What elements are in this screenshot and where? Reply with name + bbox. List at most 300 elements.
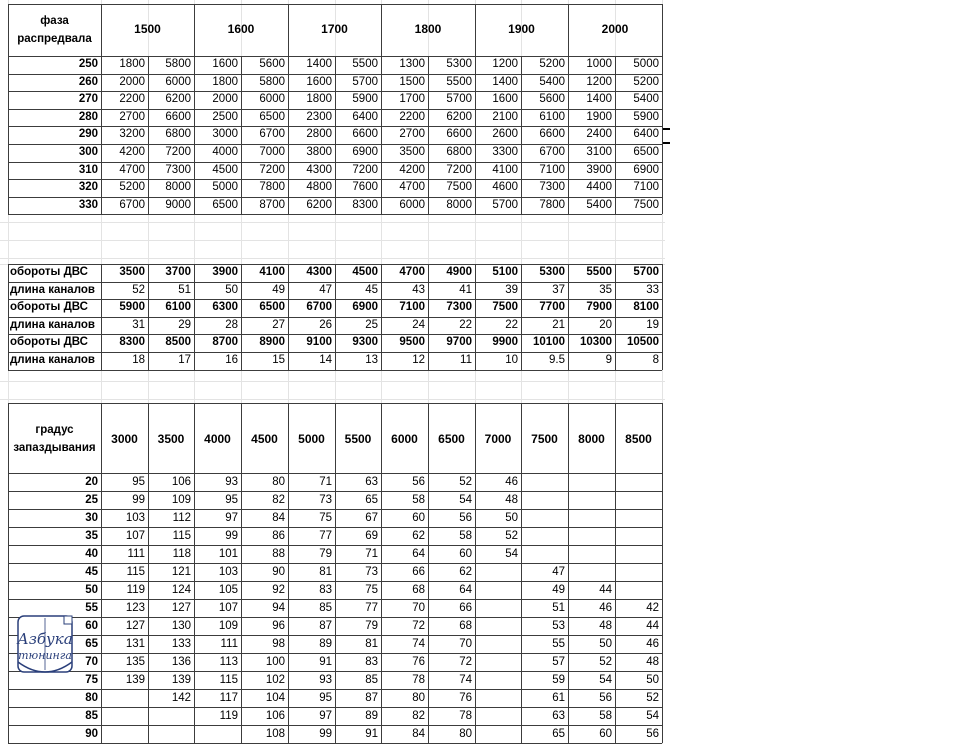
table-cell: 5100 (492, 266, 518, 278)
table-cell: 5900 (633, 110, 659, 123)
table-cell: 104 (265, 692, 285, 704)
table-cell: 3100 (586, 146, 612, 158)
table-cell: 5700 (446, 93, 472, 106)
table-cell: 35 (599, 283, 612, 296)
table-cell (475, 617, 521, 635)
table-cell: 13 (365, 354, 378, 366)
table-cell: 49 (272, 283, 285, 296)
table-cell: 11 (460, 354, 472, 366)
group-header: 1700 (321, 22, 348, 36)
phase-label: 310 (78, 163, 98, 176)
table-cell: 9.5 (549, 354, 565, 366)
table-cell: 64 (459, 584, 472, 596)
table-cell (568, 563, 615, 581)
table-cell: 57 (552, 656, 565, 668)
table-cell: 19 (646, 318, 659, 331)
table-cell: 50 (225, 283, 238, 296)
table-cell: 7300 (446, 301, 472, 314)
table-cell: 44 (646, 620, 659, 632)
table-cell: 16 (225, 354, 238, 366)
phase-label: 270 (78, 93, 98, 106)
table-cell (521, 509, 568, 527)
table-cell: 4600 (492, 181, 518, 194)
table-cell: 1900 (586, 110, 612, 123)
table-cell: 74 (412, 638, 425, 650)
table-cell: 37 (552, 283, 565, 296)
table-cell (148, 707, 194, 725)
table-cell: 5200 (539, 58, 565, 70)
table-cell: 6500 (259, 301, 285, 314)
table-cell: 9000 (165, 198, 191, 211)
corner-label-phase: распредвала (17, 33, 92, 45)
table-cell: 51 (552, 602, 565, 614)
table-cell: 85 (365, 674, 378, 686)
table-cell: 6800 (165, 128, 191, 141)
degree-label: 50 (85, 584, 98, 596)
table-cell: 6900 (352, 301, 378, 314)
gridline-horizontal (0, 222, 665, 223)
table-cell: 115 (219, 674, 238, 686)
table-cell: 6600 (352, 128, 378, 141)
table-cell (101, 725, 148, 743)
table-cell: 86 (272, 530, 285, 542)
table-cell: 1600 (492, 93, 518, 106)
table-cell: 1800 (306, 93, 332, 106)
table-cell: 54 (459, 494, 472, 506)
table-cell (475, 581, 521, 599)
table-cell: 5700 (633, 266, 659, 278)
table-cell: 5200 (633, 75, 659, 88)
table-cell: 5300 (446, 58, 472, 70)
table-cell (521, 473, 568, 491)
table-cell: 2700 (119, 110, 145, 123)
table-cell: 118 (172, 548, 191, 560)
table-cell: 106 (265, 710, 285, 722)
table-cell: 105 (218, 584, 238, 596)
table-cell: 77 (319, 530, 332, 542)
table-cell: 1600 (306, 75, 332, 88)
table-cell: 41 (459, 283, 472, 296)
table-cell (475, 725, 521, 743)
table-cell: 6200 (306, 198, 332, 211)
table-cell: 127 (171, 602, 191, 614)
table-cell: 4900 (446, 266, 472, 278)
table-cell: 2200 (399, 110, 425, 123)
table-cell (615, 581, 662, 599)
table-cell: 94 (272, 602, 285, 614)
table-cell: 1000 (586, 58, 612, 70)
table-cell: 2000 (119, 75, 145, 88)
table-cell: 90 (272, 566, 285, 578)
table-cell (568, 527, 615, 545)
table-cell: 91 (365, 728, 378, 740)
table-cell: 3700 (165, 266, 191, 278)
table-cell (615, 527, 662, 545)
rpm-header: 4000 (204, 432, 231, 446)
row-label: обороты ДВС (10, 336, 88, 349)
table-cell: 88 (272, 548, 285, 560)
table-cell: 95 (319, 692, 332, 704)
table-cell: 2400 (586, 128, 612, 141)
table-cell: 2300 (306, 110, 332, 123)
table-cell (194, 725, 241, 743)
table-cell: 5600 (259, 58, 285, 70)
table-cell: 6100 (539, 110, 565, 123)
rpm-header: 6000 (391, 432, 418, 446)
table-cell: 2200 (119, 93, 145, 106)
table-cell: 82 (272, 494, 285, 506)
table-cell: 10100 (533, 336, 565, 349)
gridline-horizontal (0, 240, 665, 241)
table-cell: 95 (132, 476, 145, 488)
table-cell: 6800 (446, 146, 472, 158)
degree-label: 65 (85, 638, 98, 650)
table-cell (615, 473, 662, 491)
table-cell: 12 (412, 354, 425, 366)
table-cell: 111 (220, 638, 238, 650)
table-cell: 6300 (212, 301, 238, 314)
table-cell: 5300 (539, 266, 565, 278)
table-cell: 6000 (165, 75, 191, 88)
table-cell: 80 (272, 476, 285, 488)
rpm-header: 5500 (344, 432, 372, 446)
table-cell: 4500 (352, 266, 378, 278)
table-cell: 5200 (119, 181, 145, 194)
table-cell: 6100 (165, 301, 191, 314)
row-label: обороты ДВС (10, 266, 88, 278)
table-cell: 52 (459, 476, 472, 488)
table-cell: 139 (125, 674, 145, 686)
table-cell (615, 563, 662, 581)
table-cell: 29 (178, 318, 191, 331)
table-cell: 115 (126, 566, 145, 578)
table-cell: 5400 (539, 75, 565, 88)
table-cell: 119 (126, 584, 145, 596)
phase-label: 250 (78, 58, 98, 70)
corner-label-phase: фаза (40, 15, 69, 27)
table-cell: 64 (412, 548, 425, 560)
table-cell: 63 (552, 710, 565, 722)
table-cell: 62 (412, 530, 425, 542)
table-cell: 3900 (212, 266, 238, 278)
phase-label: 320 (78, 181, 98, 194)
table-cell: 7900 (586, 301, 612, 314)
table-cell: 112 (172, 512, 191, 524)
degree-label: 45 (85, 566, 98, 578)
table-cell: 6600 (539, 128, 565, 141)
cell-cursor-mark (663, 128, 670, 130)
table-cell: 66 (412, 566, 425, 578)
table-cell: 56 (459, 512, 472, 524)
gridline-horizontal (0, 399, 665, 400)
table-cell: 91 (319, 656, 332, 668)
table-cell: 48 (646, 656, 659, 668)
table-cell: 8 (652, 354, 659, 366)
table-cell: 131 (125, 638, 145, 650)
table-cell: 7200 (446, 163, 472, 176)
table-cell: 3000 (212, 128, 238, 141)
table-cell: 139 (171, 674, 191, 686)
table-cell: 99 (225, 530, 238, 542)
rpm-header: 7000 (484, 432, 512, 446)
table-cell: 83 (319, 584, 332, 596)
degree-label: 20 (85, 476, 98, 488)
table-cell: 6600 (165, 110, 191, 123)
table-cell: 89 (319, 638, 332, 650)
row-label: длина каналов (10, 318, 95, 331)
table-cell: 72 (459, 656, 472, 668)
table-cell: 6700 (539, 146, 565, 158)
table-cell: 63 (365, 476, 378, 488)
table-cell: 56 (599, 692, 612, 704)
table-cell: 109 (218, 620, 238, 632)
table-cell: 3800 (306, 146, 332, 158)
table-cell: 7500 (446, 181, 472, 194)
table-cell: 14 (319, 354, 332, 366)
table-cell: 22 (505, 318, 518, 331)
table-cell: 8700 (212, 336, 238, 349)
table-cell: 46 (505, 476, 518, 488)
table-cell: 4800 (306, 181, 332, 194)
table-cell: 54 (646, 710, 659, 722)
table-cell (521, 491, 568, 509)
table-cell: 1200 (586, 75, 612, 88)
table-cell: 25 (365, 318, 378, 331)
table-cell: 8900 (259, 336, 285, 349)
table-cell: 5800 (165, 58, 191, 70)
table-cell: 119 (219, 710, 238, 722)
table-cell: 113 (219, 656, 238, 668)
table-cell: 3200 (119, 128, 145, 141)
table-cell: 6000 (399, 198, 425, 211)
table-cell: 33 (646, 283, 659, 296)
table-cell: 6900 (352, 146, 378, 158)
degree-label: 80 (85, 692, 98, 704)
table-cell: 1200 (492, 58, 518, 70)
table-cell: 58 (412, 494, 425, 506)
table-cell: 18 (132, 354, 145, 366)
table-border-vertical (662, 264, 663, 370)
table-cell: 8100 (633, 301, 659, 314)
table-cell: 107 (218, 602, 238, 614)
table-cell: 127 (125, 620, 145, 632)
table-cell: 24 (412, 318, 425, 331)
table-cell: 67 (365, 512, 378, 524)
table-cell: 95 (225, 494, 238, 506)
table-cell: 6000 (259, 93, 285, 106)
table-cell: 1400 (492, 75, 518, 88)
cell-cursor-mark (663, 142, 670, 144)
table-cell: 99 (319, 728, 332, 740)
phase-label: 260 (78, 75, 98, 88)
rpm-header: 3500 (157, 432, 185, 446)
row-label: длина каналов (10, 354, 95, 366)
table-cell (475, 635, 521, 653)
table-cell: 48 (505, 494, 518, 506)
table-cell: 70 (412, 602, 425, 614)
rpm-header: 7500 (531, 432, 558, 446)
table-cell: 62 (459, 566, 472, 578)
table-cell: 61 (552, 692, 565, 704)
table-cell: 1400 (586, 93, 612, 106)
table-cell: 115 (172, 530, 191, 542)
table-cell: 60 (412, 512, 425, 524)
table-cell (615, 509, 662, 527)
table-cell: 52 (505, 530, 518, 542)
table-cell: 71 (319, 476, 332, 488)
table-cell: 4400 (586, 181, 612, 194)
phase-label: 300 (78, 146, 98, 158)
table-cell: 109 (171, 494, 191, 506)
degree-label: 55 (85, 602, 98, 614)
table-cell: 3900 (586, 163, 612, 176)
table-cell: 76 (459, 692, 472, 704)
table-cell (521, 545, 568, 563)
table-cell: 4700 (399, 266, 425, 278)
table-cell: 53 (552, 620, 565, 632)
table-cell: 4300 (306, 163, 332, 176)
table-cell: 7600 (352, 181, 378, 194)
table-cell: 6400 (633, 128, 659, 141)
table-cell: 96 (272, 620, 285, 632)
table-cell: 56 (646, 728, 659, 740)
table-cell: 15 (272, 354, 285, 366)
rpm-header: 8500 (625, 432, 652, 446)
table-cell: 58 (459, 530, 472, 542)
table-cell: 81 (365, 638, 378, 650)
table-cell: 5700 (352, 75, 378, 88)
table-cell: 43 (412, 283, 425, 296)
table-cell: 7100 (539, 163, 565, 176)
table-cell: 97 (319, 710, 332, 722)
table-cell: 4200 (119, 146, 145, 158)
table-cell: 17 (178, 354, 191, 366)
table-cell: 5500 (352, 58, 378, 70)
table-cell: 1500 (399, 75, 425, 88)
table-cell: 1700 (399, 93, 425, 106)
degree-label: 85 (85, 710, 98, 722)
table-cell: 93 (225, 476, 238, 488)
table-cell: 82 (412, 710, 425, 722)
table-cell: 4700 (399, 181, 425, 194)
table-cell: 8000 (446, 198, 472, 211)
table-cell: 4700 (119, 163, 145, 176)
table-cell: 3500 (399, 146, 425, 158)
table-cell: 6900 (633, 163, 659, 176)
table-cell: 7300 (539, 181, 565, 194)
table-cell: 52 (646, 692, 659, 704)
table-cell: 59 (552, 674, 565, 686)
table-cell: 7800 (539, 198, 565, 211)
table-cell: 4200 (399, 163, 425, 176)
table-cell (568, 473, 615, 491)
table-cell: 8300 (119, 336, 145, 349)
table-cell: 101 (218, 548, 238, 560)
table-cell: 4100 (259, 266, 285, 278)
table-cell: 47 (319, 283, 332, 296)
degree-label: 30 (85, 512, 98, 524)
table-cell: 7100 (399, 301, 425, 314)
rpm-header: 4500 (251, 432, 278, 446)
table-cell: 1400 (306, 58, 332, 70)
table-cell: 93 (319, 674, 332, 686)
table-cell: 65 (365, 494, 378, 506)
table-cell: 103 (125, 512, 145, 524)
table-border-vertical (662, 403, 663, 743)
table-cell (475, 689, 521, 707)
table-cell: 75 (365, 584, 378, 596)
table-cell: 136 (171, 656, 191, 668)
table-cell: 5400 (633, 93, 659, 106)
table-cell: 133 (171, 638, 191, 650)
table-cell: 80 (459, 728, 472, 740)
table-cell: 9900 (492, 336, 518, 349)
degree-label: 70 (85, 656, 98, 668)
table-cell: 7800 (259, 181, 285, 194)
table-cell: 9700 (446, 336, 472, 349)
table-cell: 49 (552, 584, 565, 596)
table-cell: 87 (319, 620, 332, 632)
table-cell: 7700 (539, 301, 565, 314)
degree-label: 90 (85, 728, 98, 740)
table-cell: 7200 (352, 163, 378, 176)
table-cell: 83 (365, 656, 378, 668)
table-cell: 68 (459, 620, 472, 632)
table-cell: 55 (552, 638, 565, 650)
table-cell: 28 (225, 318, 238, 331)
table-cell: 4500 (212, 163, 238, 176)
table-cell: 70 (459, 638, 472, 650)
table-cell: 6400 (352, 110, 378, 123)
table-cell (101, 689, 148, 707)
table-cell: 60 (599, 728, 612, 740)
table-cell: 21 (552, 318, 565, 331)
gridline-horizontal (0, 258, 665, 259)
table-border-horizontal (8, 403, 662, 404)
table-cell: 124 (171, 584, 191, 596)
svg-text:тюнинга: тюнинга (18, 649, 72, 662)
table-cell: 3300 (492, 146, 518, 158)
group-header: 1900 (508, 22, 535, 36)
table-cell: 1600 (212, 58, 238, 70)
table-cell: 98 (272, 638, 285, 650)
row-label: обороты ДВС (10, 301, 88, 314)
table-cell: 1800 (212, 75, 238, 88)
table-cell: 52 (599, 656, 612, 668)
group-header: 1500 (134, 22, 161, 36)
table-cell (475, 599, 521, 617)
degree-label: 75 (85, 674, 98, 686)
table-cell: 73 (319, 494, 332, 506)
rpm-header: 6500 (438, 432, 465, 446)
table-cell: 89 (365, 710, 378, 722)
table-cell: 107 (125, 530, 145, 542)
table-cell: 7500 (633, 198, 659, 211)
table-cell: 5900 (352, 93, 378, 106)
table-cell: 100 (265, 656, 285, 668)
table-cell: 2000 (212, 93, 238, 106)
table-cell: 87 (365, 692, 378, 704)
table-cell: 6500 (212, 198, 238, 211)
degree-label: 40 (85, 548, 98, 560)
table-cell: 84 (412, 728, 425, 740)
table-cell: 1800 (119, 58, 145, 70)
table-cell (568, 491, 615, 509)
table-cell: 5600 (539, 93, 565, 106)
table-cell: 20 (599, 318, 612, 331)
table-cell: 78 (412, 674, 425, 686)
rpm-header: 5000 (298, 432, 325, 446)
